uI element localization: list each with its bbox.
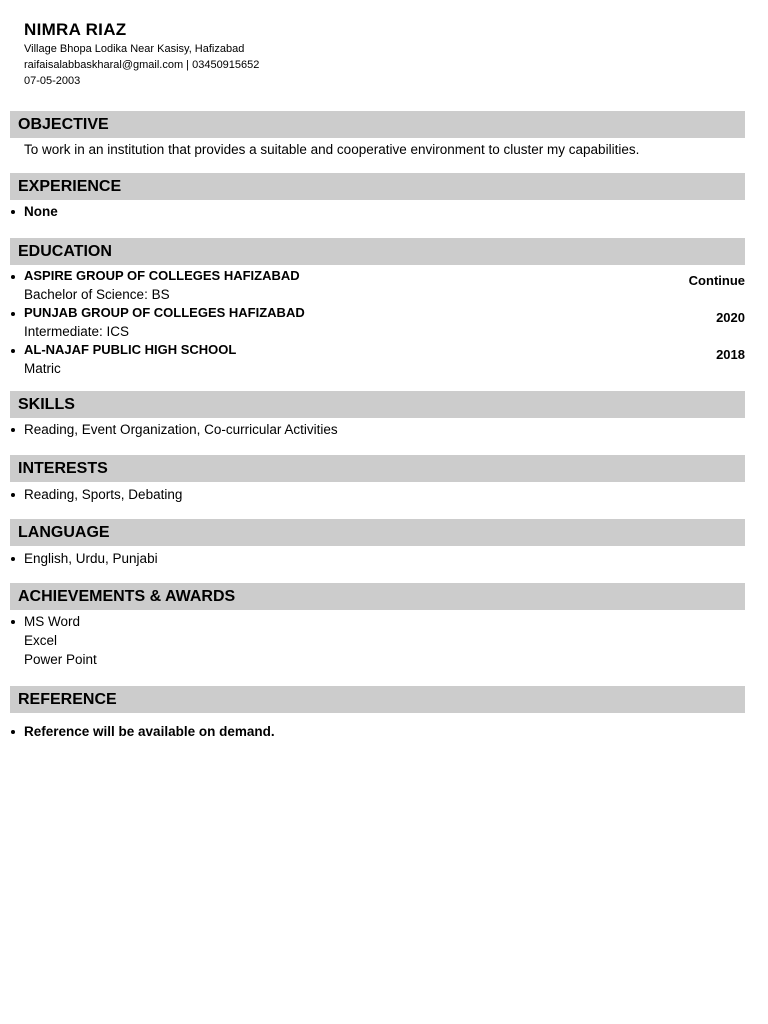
address-line: Village Bhopa Lodika Near Kasisy, Hafizabad xyxy=(24,43,245,55)
section-header-interests: INTERESTS xyxy=(10,455,745,482)
education-year: 2018 xyxy=(716,347,745,362)
education-year: 2020 xyxy=(716,310,745,325)
interests-item: Reading, Sports, Debating xyxy=(24,485,745,504)
education-entry xyxy=(24,267,745,304)
section-header-experience: EXPERIENCE xyxy=(10,173,745,200)
reference-list xyxy=(24,722,745,741)
education-entry xyxy=(24,304,745,341)
resume-header xyxy=(24,19,259,89)
achievement-item: MS Word xyxy=(24,612,745,631)
section-header-language: LANGUAGE xyxy=(10,519,745,546)
education-entry xyxy=(24,341,745,378)
section-header-education: EDUCATION xyxy=(10,238,745,265)
achievement-item: Power Point xyxy=(24,652,97,667)
section-header-reference: REFERENCE xyxy=(10,686,745,713)
section-header-objective: OBJECTIVE xyxy=(10,111,745,138)
education-year: Continue xyxy=(688,273,745,288)
education-school: AL-NAJAF PUBLIC HIGH SCHOOL xyxy=(24,342,237,357)
education-degree: Intermediate: ICS xyxy=(24,324,130,339)
achievement-item: Excel xyxy=(24,633,58,648)
education-school: ASPIRE GROUP OF COLLEGES HAFIZABAD xyxy=(24,268,300,283)
skills-item: Reading, Event Organization, Co-curricular Activities xyxy=(24,420,745,439)
section-header-achievements: ACHIEVEMENTS & AWARDS xyxy=(10,583,745,610)
education-degree: Matric xyxy=(24,361,61,376)
language-list xyxy=(24,549,745,568)
contact-line: raifaisalabbaskharal@gmail.com | 03450915652 xyxy=(24,59,260,71)
date-of-birth: 07-05-2003 xyxy=(24,75,81,87)
skills-list xyxy=(24,420,745,439)
section-header-skills: SKILLS xyxy=(10,391,745,418)
language-item: English, Urdu, Punjabi xyxy=(24,549,745,568)
education-school: PUNJAB GROUP OF COLLEGES HAFIZABAD xyxy=(24,305,305,320)
achievements-list xyxy=(24,612,745,669)
experience-list xyxy=(24,202,745,221)
education-degree: Bachelor of Science: BS xyxy=(24,287,170,302)
interests-list xyxy=(24,485,745,504)
reference-item: Reference will be available on demand. xyxy=(24,722,745,741)
education-list xyxy=(24,267,745,378)
objective-text: To work in an institution that provides a suitable and cooperative environment to cluster my capabilities. xyxy=(24,142,640,157)
candidate-name: NIMRA RIAZ xyxy=(24,20,127,39)
experience-item: None xyxy=(24,202,745,221)
